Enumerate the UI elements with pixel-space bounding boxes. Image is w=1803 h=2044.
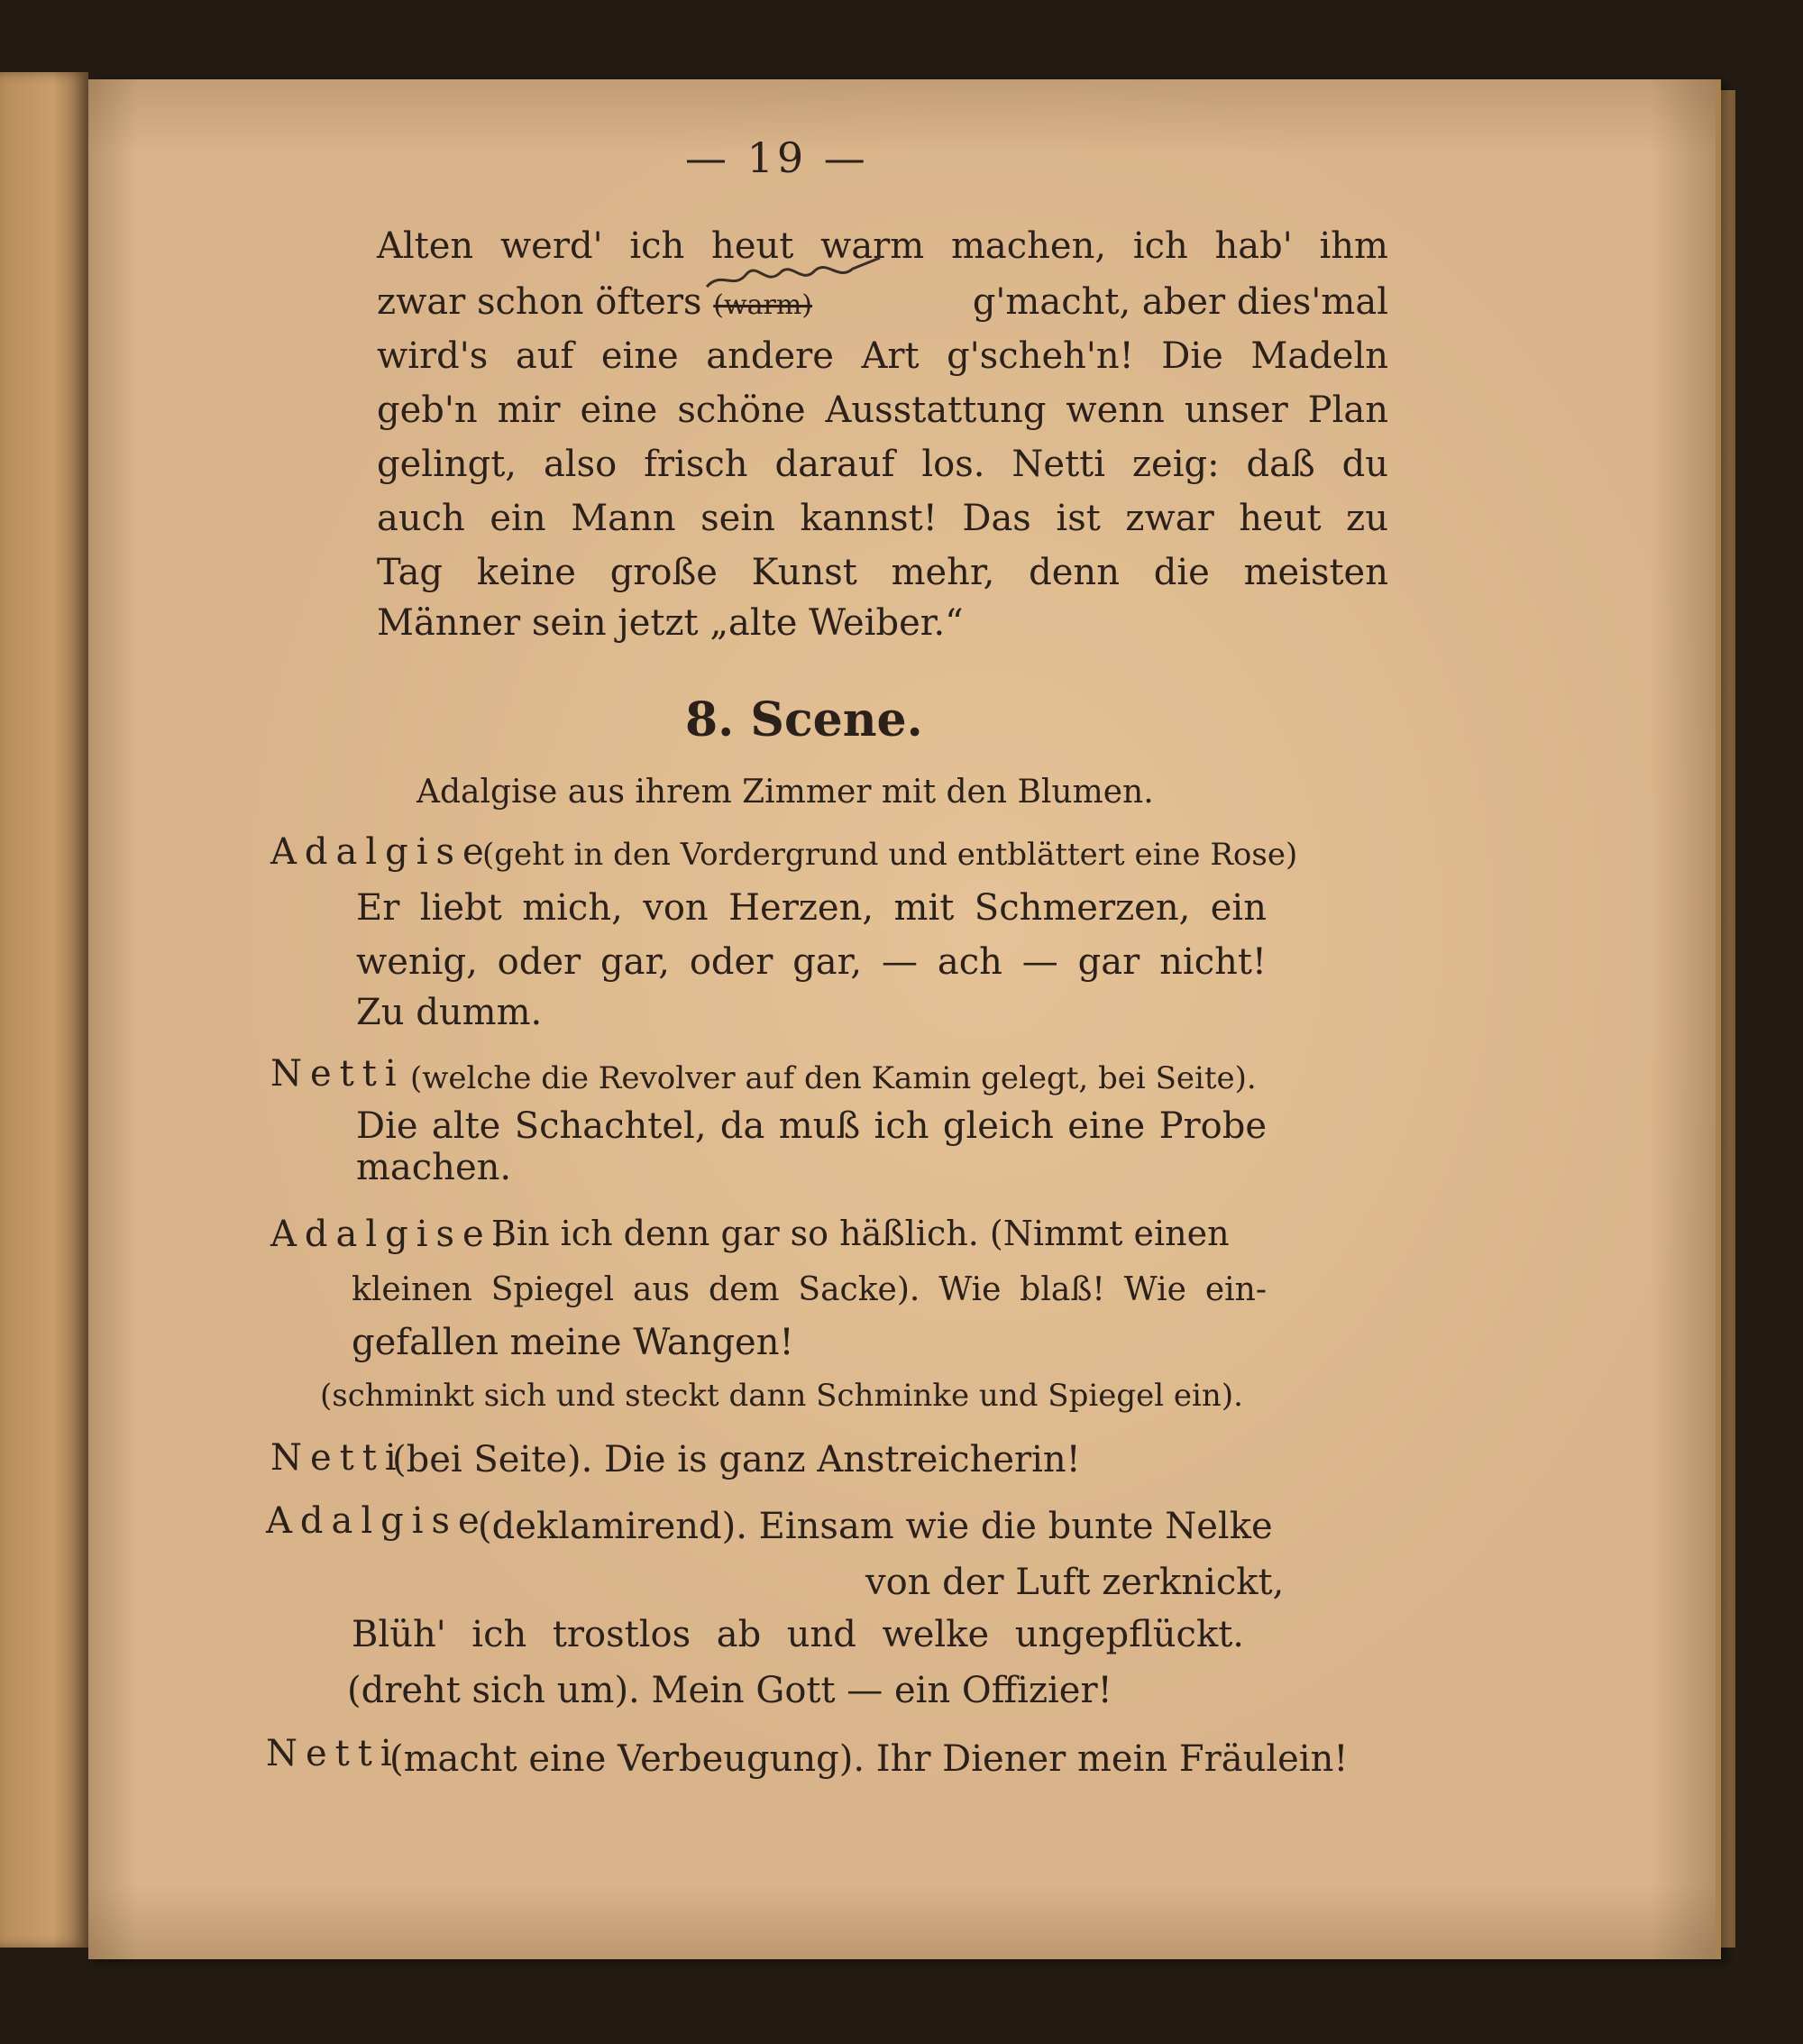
speaker-name: Netti [266,1733,400,1774]
stage-direction: (welche die Revolver auf den Kamin gelegt, bei Seite). [410,1060,1257,1096]
stage-direction: (schminkt sich und steckt dann Schminke und Spiegel ein). [320,1378,1243,1414]
speaker-name: Adalgise. [270,1214,512,1255]
text-line: machen. [356,1147,512,1188]
speaker-name: Netti [270,1437,405,1479]
text-line: kleinen Spiegel aus dem Sacke). Wie blaß! Wie ein- [352,1271,1267,1308]
speaker-name: Netti [270,1053,405,1095]
text-line: wenig, oder gar, oder gar, — ach — gar nicht! [356,941,1267,983]
text-line: (dreht sich um). Mein Gott — ein Offizier! [347,1670,1112,1711]
text-segment: zwar schon öfters [377,281,702,323]
speaker-name: Adalgise [266,1500,488,1542]
stage-direction: (geht in den Vordergrund und entblättert eine Rose) [482,837,1298,873]
handwritten-correction [703,254,883,296]
scene-direction: Adalgise aus ihrem Zimmer mit den Blumen. [416,774,1154,811]
text-line: Zu dumm. [356,992,543,1033]
struck-word: (warm) [713,289,813,321]
verse-line: von der Luft zerknickt, [865,1562,1285,1603]
text-line: Alten werd' ich heut warm machen, ich hab' ihm [377,225,1388,267]
text-line: Bin ich denn gar so häßlich. (Nimmt einen [491,1214,1230,1253]
text-line: geb'n mir eine schöne Ausstattung wenn unser Plan [377,390,1388,431]
text-line: gelingt, also frisch darauf los. Netti zeig: daß du [377,444,1388,485]
facing-page-edge [0,72,88,1948]
text-line: auch ein Mann sein kannst! Das ist zwar heut zu [377,498,1388,539]
page-number: — 19 — [685,133,869,182]
text-segment: g'macht, aber dies'mal [972,281,1388,323]
verse-line: Blüh' ich trostlos ab und welke ungepflückt. [352,1614,1244,1655]
text-line: gefallen meine Wangen! [352,1322,794,1363]
text-line: Männer sein jetzt „alte Weiber.“ [377,602,964,644]
text-line: Tag keine große Kunst mehr, denn die meisten [377,552,1388,593]
scene-heading: 8. Scene. [685,692,923,747]
text-line: wird's auf eine andere Art g'scheh'n! Die Madeln [377,335,1388,377]
text-line: Er liebt mich, von Herzen, mit Schmerzen, ein [356,887,1267,929]
text-line: (macht eine Verbeugung). Ihr Diener mein Fräulein! [389,1738,1349,1780]
verse-line: (deklamirend). Einsam wie die bunte Nelke [478,1506,1273,1547]
speaker-name: Adalgise [270,831,492,873]
text-line: (bei Seite). Die is ganz Anstreicherin! [392,1439,1081,1480]
text-line: Die alte Schachtel, da muß ich gleich eine Probe [356,1105,1267,1147]
